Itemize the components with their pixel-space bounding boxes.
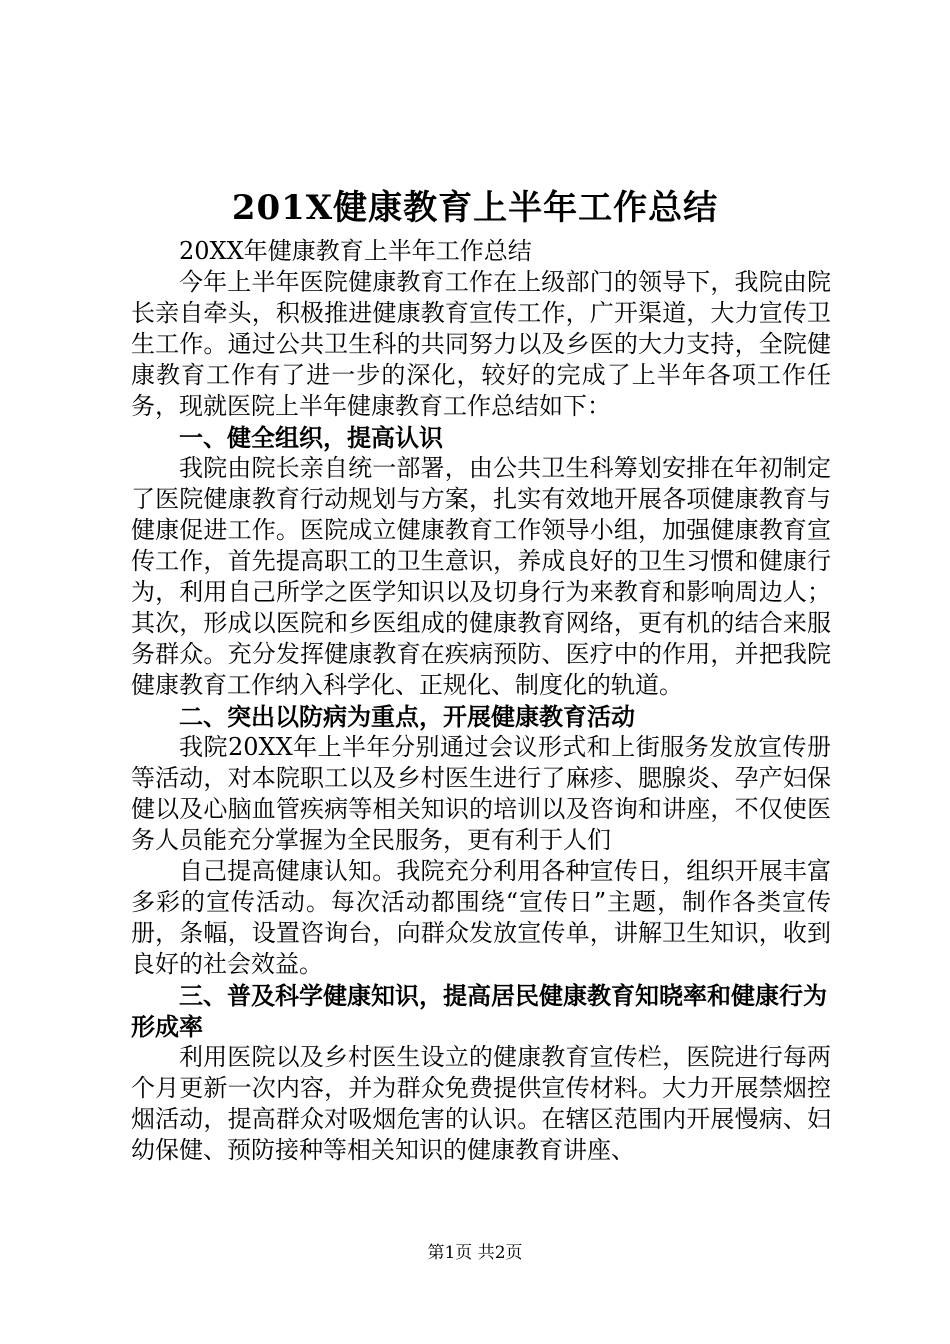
document-body [131, 236, 831, 1166]
section-3-paragraph: 利用医院以及乡村医生设立的健康教育宣传栏，医院进行每两个月更新一次内容，并为群众免费提供宣传材料。大力开展禁烟控烟活动，提高群众对吸烟危害的认识。在辖区范围内开展慢病、妇幼保健、预防接种等相关知识的健康教育讲座、 [131, 1043, 831, 1164]
section-2-paragraph-2: 自己提高健康认知。我院充分利用各种宣传日，组织开展丰富多彩的宣传活动。每次活动都围绕“宣传日”主题，制作各类宣传册，条幅，设置咨询台，向群众发放宣传单，讲解卫生知识，收到良好的社会效益。 [131, 857, 831, 978]
section-1-paragraph: 我院由院长亲自统一部署，由公共卫生科筹划安排在年初制定了医院健康教育行动规划与方案，扎实有效地开展各项健康教育与健康促进工作。医院成立健康教育工作领导小组，加强健康教育宣传工作，首先提高职工的卫生意识，养成良好的卫生习惯和健康行为，利用自己所学之医学知识以及切身行为来教育和影响周边人；其次，形成以医院和乡医组成的健康教育网络，更有机的结合来服务群众。充分发挥健康教育在疾病预防、医疗中的作用，并把我院健康教育工作纳入科学化、正规化、制度化的轨道。 [131, 454, 831, 699]
document-title: 201X健康教育上半年工作总结 [231, 188, 719, 228]
subtitle-paragraph: 20XX年健康教育上半年工作总结 [179, 237, 532, 265]
section-2-paragraph-1: 我院20XX年上半年分别通过会议形式和上街服务发放宣传册等活动，对本院职工以及乡村医生进行了麻疹、腮腺炎、孕产妇保健以及心脑血管疾病等相关知识的培训以及咨询和讲座，不仅使医务人员能充分掌握为全民服务，更有利于人们 [131, 733, 831, 854]
page-footer: 第1页 共2页 [427, 1243, 523, 1263]
section-heading-2: 二、突出以防病为重点，开展健康教育活动 [179, 702, 635, 731]
section-heading-3: 三、普及科学健康知识，提高居民健康教育知晓率和健康行为形成率 [131, 981, 827, 1041]
intro-paragraph: 今年上半年医院健康教育工作在上级部门的领导下，我院由院长亲自牵头，积极推进健康教育宣传工作，广开渠道，大力宣传卫生工作。通过公共卫生科的共同努力以及乡医的大力支持，全院健康教育工作有了进一步的深化，较好的完成了上半年各项工作任务，现就医院上半年健康教育工作总结如下： [131, 268, 831, 420]
section-heading-1: 一、健全组织，提高认识 [179, 423, 443, 452]
